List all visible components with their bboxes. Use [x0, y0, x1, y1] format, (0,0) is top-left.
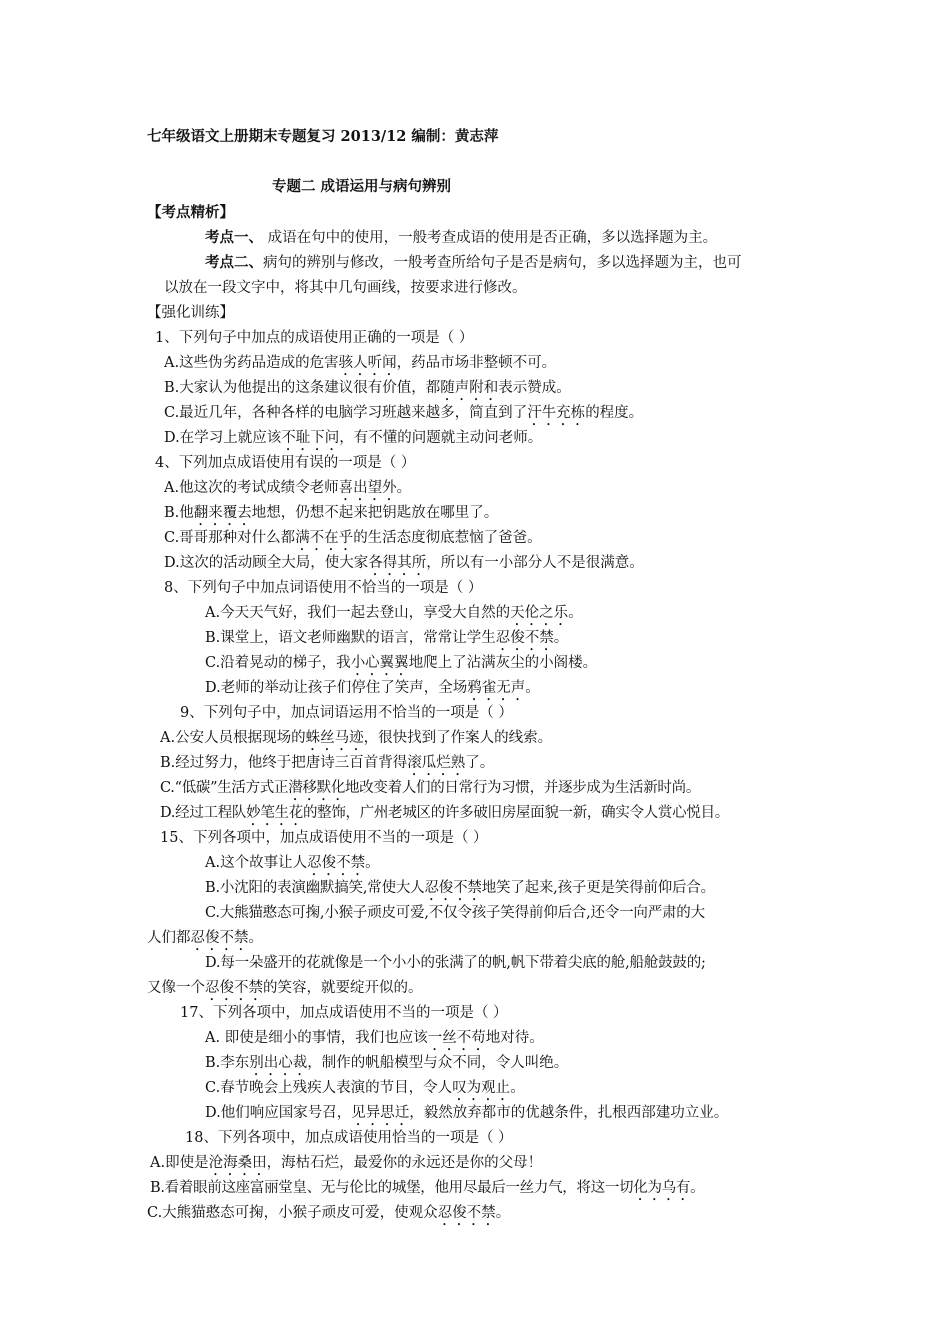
question-15-option-c-line2: 人们都忍俊不禁。: [147, 930, 263, 946]
question-9-option-d: D.经过工程队妙笔生花的整饰，广州老城区的许多破旧房屋面貌一新，确实令人赏心悦目。: [160, 805, 729, 821]
question-15-option-d-line1: D.每一朵盛开的花就像是一个小小的张满了的帆,帆下带着尖底的舱,船舱鼓鼓的;: [205, 955, 706, 971]
question-9-option-c: C.“低碳”生活方式正潜移默化地改变着人们的日常行为习惯，并逐步成为生活新时尚。: [160, 780, 701, 796]
question-4-option-a: A.他这次的考试成绩令老师喜出望外。: [164, 480, 412, 496]
question-9-stem: 9、下列句子中，加点词语运用不恰当的一项是（ ）: [180, 705, 513, 721]
question-8-option-c: C.沿着晃动的梯子，我小心翼翼地爬上了沾满灰尘的小阁楼。: [205, 655, 598, 671]
question-15-option-c-line1: C.大熊猫憨态可掬,小猴子顽皮可爱,不仅令孩子笑得前仰后合,还令一向严肃的大: [205, 905, 705, 921]
key-point-two-cont: 以放在一段文字中，将其中几句画线，按要求进行修改。: [164, 280, 527, 296]
document-header: 七年级语文上册期末专题复习 2013/12 编制：黄志萍: [147, 128, 499, 145]
question-17-option-b: B.李东别出心裁，制作的帆船模型与众不同，令人叫绝。: [205, 1055, 569, 1071]
question-17-option-d: D.他们响应国家号召，见异思迁，毅然放弃都市的优越条件，扎根西部建功立业。: [205, 1105, 729, 1121]
question-4-option-c: C.哥哥那种对什么都满不在乎的生活态度彻底惹恼了爸爸。: [164, 530, 542, 546]
question-9-option-b: B.经过努力，他终于把唐诗三百首背得滚瓜烂熟了。: [160, 755, 495, 771]
question-8-option-d: D.老师的举动让孩子们停住了笑声，全场鸦雀无声。: [205, 680, 540, 696]
question-4-option-d: D.这次的活动顾全大局，使大家各得其所，所以有一小部分人不是很满意。: [164, 555, 644, 571]
question-18-stem: 18、下列各项中，加点成语使用恰当的一项是（ ）: [185, 1130, 513, 1146]
topic-title: 专题二 成语运用与病句辨别: [272, 178, 452, 195]
question-15-option-d-line2: 又像一个忍俊不禁的笑容，就要绽开似的。: [147, 980, 423, 996]
question-15-stem: 15、下列各项中，加点成语使用不当的一项是（ ）: [160, 830, 488, 846]
question-17-option-a: A. 即使是细小的事情，我们也应该一丝不苟地对待。: [205, 1030, 544, 1046]
question-17-option-c: C.春节晚会上残疾人表演的节目，令人叹为观止。: [205, 1080, 525, 1096]
question-8-stem: 8、下列句子中加点词语使用不恰当的一项是（ ）: [164, 580, 483, 596]
question-8-option-b: B.课堂上，语文老师幽默的语言，常常让学生忍俊不禁。: [205, 630, 569, 646]
key-point-two: 考点二、病句的辨别与修改，一般考查所给句子是否是病句，多以选择题为主，也可: [205, 254, 742, 271]
question-9-option-a: A.公安人员根据现场的蛛丝马迹，很快找到了作案人的线索。: [160, 730, 553, 746]
question-15-option-a: A.这个故事让人忍俊不禁。: [205, 855, 380, 871]
question-4-stem: 4、下列加点成语使用有误的一项是（ ）: [155, 455, 416, 471]
key-point-one: 考点一、 成语在句中的使用，一般考查成语的使用是否正确，多以选择题为主。: [205, 229, 718, 246]
question-18-option-a: A.即使是沧海桑田，海枯石烂，最爱你的永远还是你的父母！: [150, 1155, 543, 1171]
question-1-option-a: A.这些伪劣药品造成的危害骇人听闻，药品市场非整顿不可。: [164, 355, 557, 371]
question-8-option-a: A.今天天气好，我们一起去登山，享受大自然的天伦之乐。: [205, 605, 583, 621]
question-18-option-c: C.大熊猫憨态可掬，小猴子顽皮可爱，使观众忍俊不禁。: [147, 1205, 511, 1221]
question-4-option-b: B.他翻来覆去地想，仍想不起来把钥匙放在哪里了。: [164, 505, 499, 521]
question-18-option-b: B.看着眼前这座富丽堂皇、无与伦比的城堡，他用尽最后一丝力气，将这一切化为乌有。: [150, 1180, 705, 1196]
question-1-option-d: D.在学习上就应该不耻下问，有不懂的问题就主动问老师。: [164, 430, 543, 446]
question-15-option-b: B.小沈阳的表演幽默搞笑,常使大人忍俊不禁地笑了起来,孩子更是笑得前仰后合。: [205, 880, 715, 896]
question-1-option-b: B.大家认为他提出的这条建议很有价值，都随声附和表示赞成。: [164, 380, 571, 396]
question-1-stem: 1、下列句子中加点的成语使用正确的一项是（ ）: [155, 330, 474, 346]
section-key-points: 【考点精析】: [147, 204, 234, 221]
question-1-option-c: C.最近几年，各种各样的电脑学习班越来越多，简直到了汗牛充栋的程度。: [164, 405, 644, 421]
section-training: 【强化训练】: [147, 305, 234, 321]
question-17-stem: 17、下列各项中，加点成语使用不当的一项是（ ）: [180, 1005, 508, 1021]
